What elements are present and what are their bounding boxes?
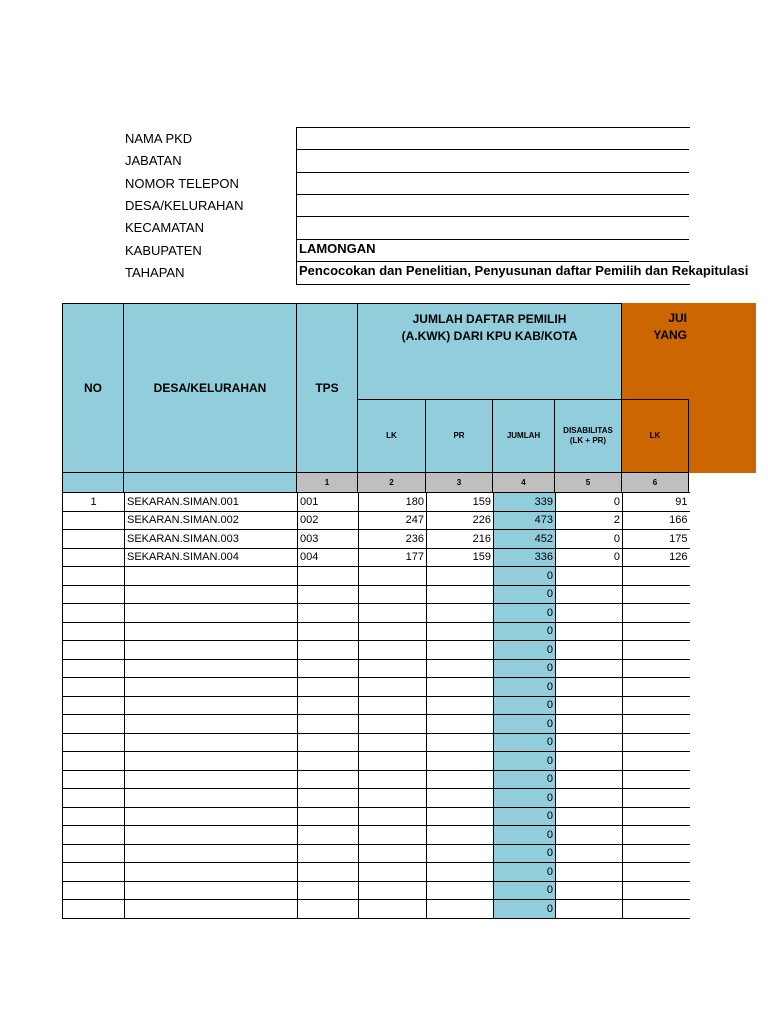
cell-tps[interactable]: 001 (298, 493, 359, 512)
cell-pr[interactable]: 216 (427, 530, 494, 549)
cell-no[interactable] (63, 622, 125, 641)
cell-lk-2[interactable] (623, 715, 690, 734)
cell-disabilitas[interactable]: 0 (556, 493, 623, 512)
cell-disabilitas[interactable] (556, 696, 623, 715)
cell-lk-2[interactable] (623, 752, 690, 771)
cell-tps[interactable] (298, 659, 359, 678)
cell-no[interactable] (63, 604, 125, 623)
col-header-jumlah: JUMLAH (492, 399, 555, 473)
form-divider (296, 239, 689, 240)
cell-lk[interactable]: 236 (359, 530, 427, 549)
cell-pr[interactable]: 159 (427, 548, 494, 567)
cell-lk-2[interactable] (623, 770, 690, 789)
form-divider (296, 149, 689, 150)
cell-desa[interactable] (125, 696, 298, 715)
cell-lk[interactable] (359, 659, 427, 678)
cell-pr[interactable] (427, 770, 494, 789)
cell-desa[interactable] (125, 863, 298, 882)
data-table (62, 492, 690, 919)
form-divider (296, 261, 689, 262)
cell-disabilitas[interactable] (556, 567, 623, 586)
cell-jumlah[interactable]: 336 (494, 548, 556, 567)
cell-pr[interactable] (427, 844, 494, 863)
cell-jumlah[interactable]: 0 (494, 863, 556, 882)
cell-lk[interactable] (359, 863, 427, 882)
cell-lk-2[interactable] (623, 585, 690, 604)
table-row (63, 733, 690, 752)
cell-desa[interactable] (125, 770, 298, 789)
cell-desa[interactable]: SEKARAN.SIMAN.002 (125, 511, 298, 530)
table-row (63, 622, 690, 641)
cell-tps[interactable] (298, 807, 359, 826)
cell-tps[interactable] (298, 585, 359, 604)
table-row (63, 678, 690, 697)
cell-jumlah[interactable]: 0 (494, 900, 556, 919)
cell-jumlah[interactable]: 339 (494, 493, 556, 512)
table-row (63, 659, 690, 678)
cell-desa[interactable] (125, 659, 298, 678)
cell-disabilitas[interactable] (556, 604, 623, 623)
colnum-1: 1 (296, 472, 358, 493)
cell-lk[interactable] (359, 807, 427, 826)
col-header-lk: LK (357, 399, 426, 473)
cell-lk-2[interactable] (623, 733, 690, 752)
cell-lk-2[interactable] (623, 696, 690, 715)
cell-disabilitas[interactable] (556, 789, 623, 808)
cell-lk[interactable] (359, 752, 427, 771)
cell-desa[interactable] (125, 807, 298, 826)
cell-lk-2[interactable] (623, 678, 690, 697)
disabilitas-line1: DISABILITAS (563, 426, 613, 435)
cell-no[interactable] (63, 678, 125, 697)
cell-lk[interactable] (359, 585, 427, 604)
label-kecamatan: KECAMATAN (125, 220, 204, 235)
cell-lk[interactable]: 247 (359, 511, 427, 530)
cell-lk-2[interactable]: 126 (623, 548, 690, 567)
cell-tps[interactable] (298, 826, 359, 845)
cell-lk-2[interactable] (623, 826, 690, 845)
cell-lk[interactable]: 180 (359, 493, 427, 512)
cell-no[interactable] (63, 548, 125, 567)
label-jabatan: JABATAN (125, 153, 182, 168)
cell-disabilitas[interactable] (556, 770, 623, 789)
cell-pr[interactable] (427, 826, 494, 845)
cell-tps[interactable] (298, 733, 359, 752)
cell-lk[interactable] (359, 881, 427, 900)
cell-no[interactable] (63, 770, 125, 789)
cell-disabilitas[interactable] (556, 585, 623, 604)
cell-desa[interactable] (125, 752, 298, 771)
col-group-orange (621, 303, 689, 400)
cell-no[interactable] (63, 789, 125, 808)
colnum-5: 5 (554, 472, 622, 493)
cell-lk-2[interactable] (623, 604, 690, 623)
cell-jumlah[interactable]: 473 (494, 511, 556, 530)
cell-no[interactable] (63, 567, 125, 586)
cell-disabilitas[interactable] (556, 826, 623, 845)
cell-no[interactable] (63, 641, 125, 660)
cell-jumlah[interactable]: 0 (494, 678, 556, 697)
cell-jumlah[interactable]: 0 (494, 752, 556, 771)
cell-lk[interactable] (359, 604, 427, 623)
cell-lk-2[interactable] (623, 807, 690, 826)
cell-pr[interactable] (427, 881, 494, 900)
cell-no[interactable] (63, 826, 125, 845)
cell-desa[interactable]: SEKARAN.SIMAN.001 (125, 493, 298, 512)
cell-no[interactable] (63, 530, 125, 549)
cell-tps[interactable] (298, 678, 359, 697)
cell-pr[interactable] (427, 567, 494, 586)
cell-tps[interactable] (298, 900, 359, 919)
cell-disabilitas[interactable] (556, 881, 623, 900)
colnum-3: 3 (425, 472, 493, 493)
table-row (63, 826, 690, 845)
table-row (63, 715, 690, 734)
value-tahapan[interactable]: Pencocokan dan Penelitian, Penyusunan daftar Pemilih dan Rekapitulasi (299, 263, 749, 278)
cell-lk[interactable] (359, 733, 427, 752)
table-row (63, 641, 690, 660)
cell-tps[interactable]: 002 (298, 511, 359, 530)
cell-desa[interactable]: SEKARAN.SIMAN.004 (125, 548, 298, 567)
cell-jumlah[interactable]: 0 (494, 844, 556, 863)
cell-jumlah[interactable]: 0 (494, 659, 556, 678)
cell-lk[interactable] (359, 678, 427, 697)
cell-pr[interactable] (427, 659, 494, 678)
cell-pr[interactable] (427, 733, 494, 752)
colnum-blank (62, 472, 124, 493)
cell-pr[interactable] (427, 752, 494, 771)
cell-lk-2[interactable] (623, 659, 690, 678)
form-divider (296, 172, 689, 173)
table-row (63, 863, 690, 882)
cell-desa[interactable] (125, 826, 298, 845)
cell-tps[interactable] (298, 770, 359, 789)
table-row (63, 900, 690, 919)
table-row (63, 604, 690, 623)
cell-no[interactable] (63, 807, 125, 826)
cell-no[interactable] (63, 863, 125, 882)
col-header-lk-2: LK (621, 399, 689, 473)
cell-no[interactable] (63, 752, 125, 771)
cell-desa[interactable] (125, 641, 298, 660)
cell-tps[interactable] (298, 622, 359, 641)
cell-jumlah[interactable]: 0 (494, 696, 556, 715)
cell-desa[interactable] (125, 585, 298, 604)
cell-lk-2[interactable] (623, 622, 690, 641)
cell-lk-2[interactable] (623, 881, 690, 900)
cell-pr[interactable] (427, 696, 494, 715)
cell-disabilitas[interactable] (556, 752, 623, 771)
table-row (63, 752, 690, 771)
value-kabupaten[interactable]: LAMONGAN (299, 241, 376, 256)
col-header-no: NO (62, 303, 124, 473)
cell-desa[interactable] (125, 881, 298, 900)
cell-disabilitas[interactable] (556, 641, 623, 660)
cell-lk-2[interactable] (623, 900, 690, 919)
cell-disabilitas[interactable] (556, 863, 623, 882)
cell-jumlah[interactable]: 0 (494, 733, 556, 752)
cell-jumlah[interactable]: 0 (494, 622, 556, 641)
cell-desa[interactable] (125, 604, 298, 623)
orange-title-line1: JUI (668, 311, 687, 325)
cell-lk-2[interactable]: 91 (623, 493, 690, 512)
cell-disabilitas[interactable] (556, 715, 623, 734)
cell-disabilitas[interactable] (556, 844, 623, 863)
table-row (63, 789, 690, 808)
label-tahapan: TAHAPAN (125, 265, 185, 280)
table-row (63, 696, 690, 715)
cell-jumlah[interactable]: 0 (494, 807, 556, 826)
cell-tps[interactable] (298, 844, 359, 863)
cell-tps[interactable]: 003 (298, 530, 359, 549)
cell-desa[interactable] (125, 567, 298, 586)
cell-no[interactable] (63, 844, 125, 863)
cell-disabilitas[interactable] (556, 622, 623, 641)
cell-tps[interactable] (298, 567, 359, 586)
cell-lk-2[interactable]: 166 (623, 511, 690, 530)
colnum-blank (123, 472, 297, 493)
cell-no[interactable] (63, 696, 125, 715)
col-header-tps: TPS (296, 303, 358, 473)
col-group-jumlah-daftar (357, 303, 622, 400)
cell-pr[interactable] (427, 585, 494, 604)
col-header-pr: PR (425, 399, 493, 473)
cell-lk[interactable] (359, 622, 427, 641)
form-divider (296, 194, 689, 195)
cell-jumlah[interactable]: 0 (494, 789, 556, 808)
cell-jumlah[interactable]: 0 (494, 641, 556, 660)
cell-no[interactable] (63, 881, 125, 900)
cell-desa[interactable] (125, 622, 298, 641)
cell-desa[interactable] (125, 900, 298, 919)
form-divider (296, 216, 689, 217)
cell-no[interactable] (63, 900, 125, 919)
cell-no[interactable] (63, 659, 125, 678)
cell-disabilitas[interactable]: 2 (556, 511, 623, 530)
table-row (63, 493, 690, 512)
cell-desa[interactable] (125, 789, 298, 808)
cell-no[interactable] (63, 585, 125, 604)
cell-lk[interactable] (359, 770, 427, 789)
table-row (63, 770, 690, 789)
table-row (63, 567, 690, 586)
cell-pr[interactable] (427, 622, 494, 641)
cell-lk[interactable] (359, 696, 427, 715)
table-row (63, 530, 690, 549)
cell-jumlah[interactable]: 0 (494, 585, 556, 604)
label-desa-kelurahan: DESA/KELURAHAN (125, 198, 244, 213)
label-nomor-telepon: NOMOR TELEPON (125, 176, 239, 191)
cell-pr[interactable] (427, 641, 494, 660)
cell-lk-2[interactable] (623, 641, 690, 660)
group-title-line1: JUMLAH DAFTAR PEMILIH (412, 312, 567, 326)
cell-no[interactable] (63, 511, 125, 530)
table-row (63, 844, 690, 863)
cell-disabilitas[interactable] (556, 659, 623, 678)
cell-lk[interactable] (359, 641, 427, 660)
cell-desa[interactable] (125, 715, 298, 734)
cell-tps[interactable] (298, 881, 359, 900)
cell-tps[interactable] (298, 752, 359, 771)
cell-jumlah[interactable]: 0 (494, 770, 556, 789)
cell-disabilitas[interactable]: 0 (556, 530, 623, 549)
cell-lk[interactable] (359, 844, 427, 863)
label-nama-pkd: NAMA PKD (125, 131, 193, 146)
cell-pr[interactable] (427, 715, 494, 734)
cell-lk-2[interactable]: 175 (623, 530, 690, 549)
cell-disabilitas[interactable]: 0 (556, 548, 623, 567)
cell-lk-2[interactable] (623, 844, 690, 863)
cell-tps[interactable] (298, 789, 359, 808)
cell-jumlah[interactable]: 0 (494, 567, 556, 586)
cell-tps[interactable] (298, 604, 359, 623)
cell-disabilitas[interactable] (556, 733, 623, 752)
colnum-2: 2 (357, 472, 426, 493)
cell-tps[interactable]: 004 (298, 548, 359, 567)
col-header-desa: DESA/KELURAHAN (123, 303, 297, 473)
cell-lk[interactable] (359, 715, 427, 734)
cell-pr[interactable]: 226 (427, 511, 494, 530)
table-row (63, 807, 690, 826)
cell-no[interactable] (63, 733, 125, 752)
cell-lk[interactable]: 177 (359, 548, 427, 567)
cell-jumlah[interactable]: 0 (494, 826, 556, 845)
cell-lk[interactable] (359, 826, 427, 845)
col-header-disabilitas (554, 399, 622, 473)
cell-pr[interactable] (427, 678, 494, 697)
cell-pr[interactable] (427, 863, 494, 882)
cell-no[interactable] (63, 715, 125, 734)
cell-desa[interactable] (125, 678, 298, 697)
cell-tps[interactable] (298, 696, 359, 715)
cell-jumlah[interactable]: 0 (494, 604, 556, 623)
cell-lk-2[interactable] (623, 789, 690, 808)
cell-desa[interactable] (125, 844, 298, 863)
cell-tps[interactable] (298, 715, 359, 734)
cell-lk-2[interactable] (623, 567, 690, 586)
cell-pr[interactable] (427, 604, 494, 623)
cell-lk-2[interactable] (623, 863, 690, 882)
cell-tps[interactable] (298, 641, 359, 660)
cell-pr[interactable]: 159 (427, 493, 494, 512)
cell-tps[interactable] (298, 863, 359, 882)
colnum-4: 4 (492, 472, 555, 493)
disabilitas-line2: (LK + PR) (569, 436, 607, 445)
cell-no[interactable]: 1 (63, 493, 125, 512)
cell-disabilitas[interactable] (556, 900, 623, 919)
label-kabupaten: KABUPATEN (125, 243, 202, 258)
cell-desa[interactable] (125, 733, 298, 752)
table-row (63, 881, 690, 900)
cell-pr[interactable] (427, 807, 494, 826)
cell-disabilitas[interactable] (556, 678, 623, 697)
cell-jumlah[interactable]: 0 (494, 881, 556, 900)
cell-lk[interactable] (359, 900, 427, 919)
cell-lk[interactable] (359, 789, 427, 808)
group-title-line2: (A.KWK) DARI KPU KAB/KOTA (401, 329, 578, 343)
cell-pr[interactable] (427, 789, 494, 808)
table-row (63, 548, 690, 567)
cell-lk[interactable] (359, 567, 427, 586)
cell-desa[interactable]: SEKARAN.SIMAN.003 (125, 530, 298, 549)
cell-jumlah[interactable]: 0 (494, 715, 556, 734)
orange-title-line2: YANG (653, 328, 687, 342)
cell-disabilitas[interactable] (556, 807, 623, 826)
table-row (63, 585, 690, 604)
colnum-6: 6 (621, 472, 689, 493)
cell-jumlah[interactable]: 452 (494, 530, 556, 549)
cell-pr[interactable] (427, 900, 494, 919)
table-row (63, 511, 690, 530)
